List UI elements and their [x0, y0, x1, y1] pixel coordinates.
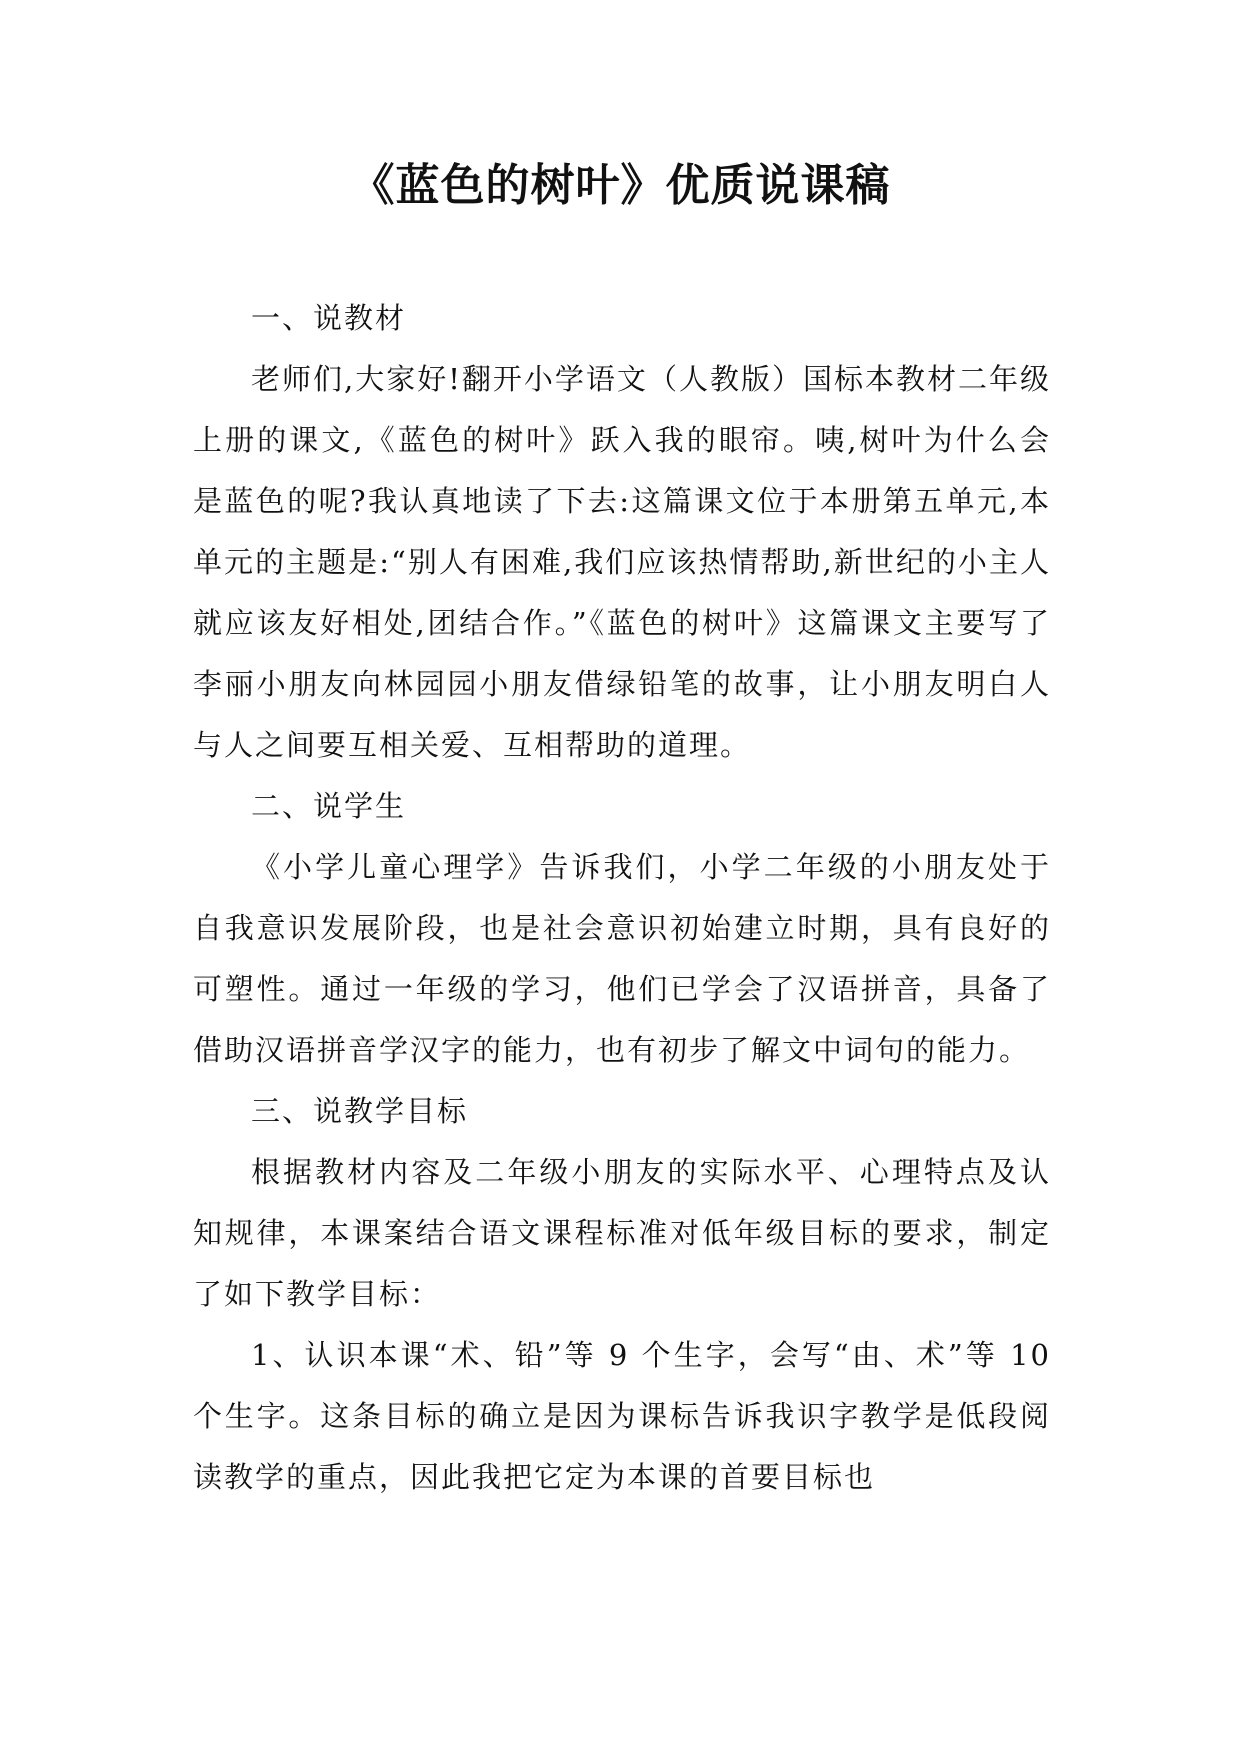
section-heading-students: 二、说学生: [251, 789, 407, 823]
section-heading-objectives: 三、说教学目标: [251, 1094, 469, 1128]
paragraph-objective-1: 1、认识本课“术、铅”等 9 个生字，会写“由、术”等 10 个生字。这条目标的确立是因为课标告诉我识字教学是低段阅读教学的重点，因此我把它定为本课的首要目标也: [193, 1338, 1051, 1494]
paragraph-objectives-intro: 根据教材内容及二年级小朋友的实际水平、心理特点及认知规律，本课案结合语文课程标准对低年级目标的要求，制定了如下教学目标：: [193, 1155, 1051, 1311]
document-title: 《蓝色的树叶》优质说课稿: [350, 160, 891, 211]
paragraph-students: 《小学儿童心理学》告诉我们，小学二年级的小朋友处于自我意识发展阶段，也是社会意识初始建立时期，具有良好的可塑性。通过一年级的学习，他们已学会了汉语拼音，具备了借助汉语拼音学汉字的能力，也有初步了解文中词句的能力。: [193, 850, 1051, 1067]
section-heading-textbook: 一、说教材: [251, 301, 407, 335]
paragraph-textbook: 老师们,大家好!翻开小学语文（人教版）国标本教材二年级上册的课文,《蓝色的树叶》跃入我的眼帘。咦,树叶为什么会是蓝色的呢?我认真地读了下去:这篇课文位于本册第五单元,本单元的主题是:“别人有困难,我们应该热情帮助,新世纪的小主人就应该友好相处,团结合作。”《蓝色的树叶》这篇课文主要写了李丽小朋友向林园园小朋友借绿铅笔的故事，让小朋友明白人与人之间要互相关爱、互相帮助的道理。: [193, 362, 1051, 762]
document-body: [193, 288, 1051, 1508]
